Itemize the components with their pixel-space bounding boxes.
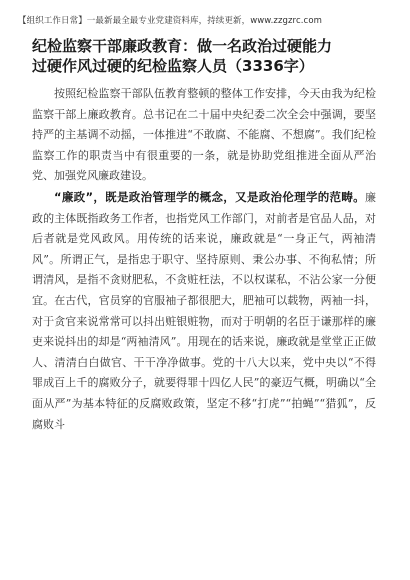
title-line-2: 过硬作风过硬的纪检监察人员（3336字） [32,57,314,75]
paragraph-1: 按照纪检监察干部队伍教育整顿的整体工作安排，今天由我为纪检监察干部上廉政教育。总书记在二十届中央纪委二次全会中强调，要坚持严的主基调不动摇，一体推进“不敢腐、不能腐、不想腐”。我们纪检监察工作的职责当中有很重要的一条，就是协助党组推进全面从严治党、加强党风廉政建设。 [32,87,376,183]
paragraph-2 [32,187,376,435]
page-header-banner: 【组织工作日常】一最新最全最专业党建资料库，持续更新，www.zzgzrc.com [18,16,322,26]
paragraph-2-text: 廉政的主体既指政务工作者，也指党风工作部门，对前者是官品人品，对后者就是党风政风。用传统的话来说，廉政就是“一身正气，两袖清风”。所谓正气，是指忠于职守、坚持原则、秉公办事、不徇私情；所谓清风，是指不贪财肥私，不贪赃枉法，不以权谋私，不沾公家一分便宜。在古代，官员穿的官服袖子都很肥大，肥袖可以载物，两袖一抖，对于贪官来说常常可以抖出赃银赃物，而对于明朝的名臣于谦那样的廉吏来说抖出的却是“两袖清风”。用现在的话来说，廉政就是堂堂正正做人、清清白白做官、干干净净做事。党的十八大以来，党中央以“不得罪成百上千的腐败分子，就要得罪十四亿人民”的豪迈气概，明确以“全面从严”为基本特征的反腐败政策，坚定不移“打虎”“拍蝇”“猎狐”，反腐败斗 [32,190,376,431]
document-body [32,84,376,435]
document-title [32,36,382,76]
title-line-1: 纪检监察干部廉政教育：做一名政治过硬能力 [32,37,333,55]
paragraph-2-lead: “廉政”，既是政治管理学的概念，又是政治伦理学的范畴。 [54,189,365,204]
